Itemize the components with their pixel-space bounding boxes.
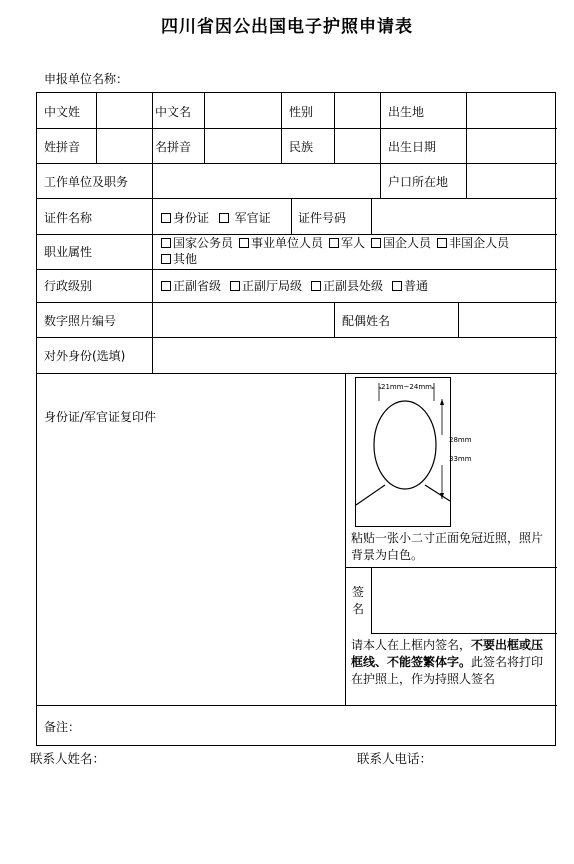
label-gender: 性别 (289, 105, 314, 119)
label-id-type: 证件名称 (44, 211, 93, 225)
label-photo-number: 数字照片编号 (44, 314, 117, 328)
photo-diagram (355, 377, 451, 530)
checkbox-military-card[interactable]: 军官证 (219, 211, 271, 225)
label-id-number: 证件号码 (298, 211, 347, 225)
checkbox-id-card[interactable]: 身份证 (161, 211, 209, 225)
photo-template-icon (355, 377, 451, 527)
label-chinese-given-name: 中文名 (155, 105, 192, 119)
signature-box[interactable] (373, 569, 555, 631)
checkbox-other[interactable]: 其他 (161, 252, 197, 266)
label-spouse-name: 配偶姓名 (342, 314, 391, 328)
checkbox-ordinary[interactable]: 普通 (392, 279, 428, 293)
admin-level-options (161, 277, 428, 294)
label-pinyin-surname: 姓拼音 (44, 140, 81, 154)
page-title: 四川省因公出国电子护照申请表 (161, 17, 413, 37)
checkbox-civil-servant[interactable]: 国家公务员 (161, 236, 233, 250)
label-chinese-surname: 中文姓 (44, 105, 81, 119)
label-remarks: 备注： (44, 720, 81, 734)
label-birth-date: 出生日期 (388, 140, 437, 154)
photo-height-dim-bottom: 33mm (449, 455, 472, 463)
occupation-options (161, 235, 509, 267)
checkbox-public-institution[interactable]: 事业单位人员 (239, 236, 323, 250)
checkbox-military[interactable]: 军人 (329, 236, 365, 250)
application-form-table (36, 92, 556, 746)
label-occupation: 职业属性 (44, 245, 93, 259)
contact-name-label: 联系人姓名： (30, 751, 106, 766)
checkbox-departmental[interactable]: 正副厅局级 (230, 279, 302, 293)
label-foreign-identity: 对外身份(选填) (44, 349, 126, 363)
checkbox-county[interactable]: 正副县处级 (311, 279, 383, 293)
photo-instruction: 粘贴一张小二寸正面免冠近照，照片背景为白色。 (351, 531, 544, 562)
photo-height-dim-top: 28mm (449, 436, 472, 444)
checkbox-soe-staff[interactable]: 国企人员 (371, 236, 431, 250)
signature-label-2: 名 (352, 602, 365, 616)
label-admin-level: 行政级别 (44, 279, 93, 293)
checkbox-provincial[interactable]: 正副省级 (161, 279, 221, 293)
contact-phone-label: 联系人电话： (357, 751, 433, 766)
label-household-registration: 户口所在地 (388, 175, 449, 189)
checkbox-non-soe-staff[interactable]: 非国企人员 (437, 236, 509, 250)
id-type-options (161, 209, 271, 226)
unit-label: 申报单位名称： (44, 72, 129, 86)
label-birthplace: 出生地 (388, 105, 425, 119)
label-pinyin-given-name: 名拼音 (155, 140, 192, 154)
signature-label-1: 签 (352, 585, 365, 599)
label-work-unit: 工作单位及职务 (44, 175, 129, 189)
id-copy-area-label: 身份证/军官证复印件 (44, 410, 157, 424)
signature-note: 请本人在上框内签名，不要出框或压框线、不能签繁体字。此签名将打印在护照上，作为持照人签名 (351, 638, 544, 686)
label-ethnicity: 民族 (289, 140, 314, 154)
photo-width-dimension: 21mm~24mm (381, 383, 432, 391)
